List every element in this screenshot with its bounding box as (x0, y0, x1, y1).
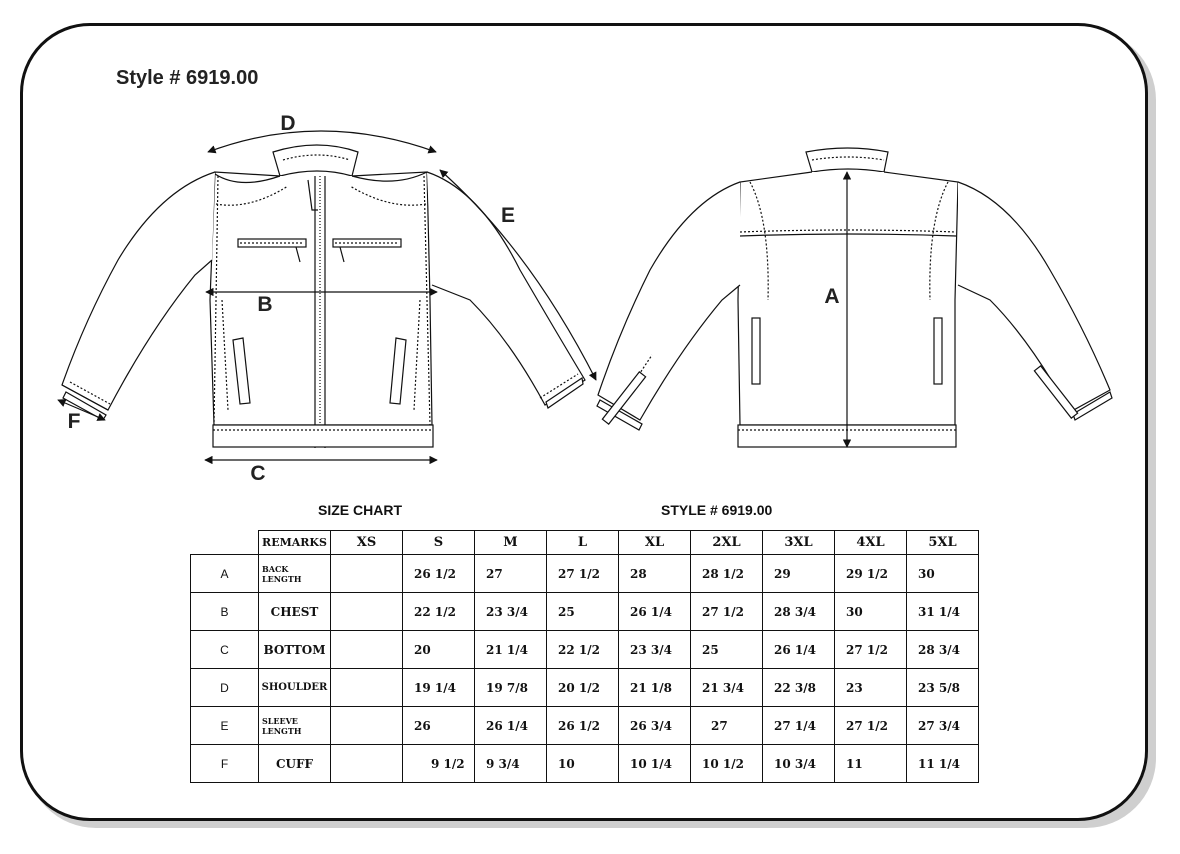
label-e: E (500, 204, 516, 227)
row-remark: CHEST (259, 593, 331, 631)
size-value: 26 1/2 (547, 707, 619, 745)
size-value (331, 593, 403, 631)
size-value: 22 3/8 (763, 669, 835, 707)
table-row (191, 631, 979, 669)
row-remark: CUFF (259, 745, 331, 783)
size-value: 26 1/4 (763, 631, 835, 669)
size-value: 31 1/4 (907, 593, 979, 631)
size-value: 30 (835, 593, 907, 631)
jacket-front-view (62, 145, 585, 448)
row-remark: BACK LENGTH (259, 555, 331, 593)
size-value: 28 (619, 555, 691, 593)
row-code: D (191, 669, 259, 707)
row-remark: SLEEVE LENGTH (259, 707, 331, 745)
table-row (191, 745, 979, 783)
size-value: 27 1/4 (763, 707, 835, 745)
size-value: 26 3/4 (619, 707, 691, 745)
size-value: 25 (691, 631, 763, 669)
size-value: 29 (763, 555, 835, 593)
size-value: 21 1/4 (475, 631, 547, 669)
size-value: 11 (835, 745, 907, 783)
size-value: 22 1/2 (547, 631, 619, 669)
size-value: 28 3/4 (907, 631, 979, 669)
size-value: 30 (907, 555, 979, 593)
table-row (191, 669, 979, 707)
table-row (191, 555, 979, 593)
row-code: A (191, 555, 259, 593)
table-row (191, 707, 979, 745)
label-a: A (824, 285, 840, 308)
size-value: 10 (547, 745, 619, 783)
size-value: 20 (403, 631, 475, 669)
label-c: C (250, 462, 266, 485)
size-value: 10 1/4 (619, 745, 691, 783)
size-value: 23 3/4 (619, 631, 691, 669)
row-code: F (191, 745, 259, 783)
size-chart-style: STYLE # 6919.00 (661, 502, 773, 518)
size-value: 23 3/4 (475, 593, 547, 631)
size-value: 26 (403, 707, 475, 745)
size-value: 21 3/4 (691, 669, 763, 707)
table-header-row (191, 531, 979, 555)
size-header: L (547, 531, 619, 555)
size-value: 10 3/4 (763, 745, 835, 783)
size-value: 29 1/2 (835, 555, 907, 593)
jacket-back-view (597, 148, 1112, 447)
size-value: 27 1/2 (835, 631, 907, 669)
size-value (331, 555, 403, 593)
size-value: 22 1/2 (403, 593, 475, 631)
size-header: M (475, 531, 547, 555)
size-header: 5XL (907, 531, 979, 555)
size-value: 11 1/4 (907, 745, 979, 783)
label-d: D (280, 112, 296, 135)
size-value: 23 (835, 669, 907, 707)
size-value: 19 7/8 (475, 669, 547, 707)
size-value: 10 1/2 (691, 745, 763, 783)
size-value: 27 3/4 (907, 707, 979, 745)
size-header: S (403, 531, 475, 555)
size-value: 26 1/4 (619, 593, 691, 631)
row-code: C (191, 631, 259, 669)
label-b: B (257, 293, 273, 316)
row-code: B (191, 593, 259, 631)
size-value: 26 1/4 (475, 707, 547, 745)
label-f: F (67, 410, 81, 433)
remarks-header: REMARKS (259, 531, 331, 555)
size-value: 28 1/2 (691, 555, 763, 593)
size-header: 2XL (691, 531, 763, 555)
size-value (331, 669, 403, 707)
size-value (331, 631, 403, 669)
size-value: 9 3/4 (475, 745, 547, 783)
size-value: 20 1/2 (547, 669, 619, 707)
size-chart-title: SIZE CHART (318, 502, 402, 518)
size-value: 25 (547, 593, 619, 631)
row-code: E (191, 707, 259, 745)
size-value (331, 745, 403, 783)
size-chart-table (190, 530, 979, 783)
row-remark: BOTTOM (259, 631, 331, 669)
size-value: 21 1/8 (619, 669, 691, 707)
size-value: 27 1/2 (835, 707, 907, 745)
size-header: XS (331, 531, 403, 555)
size-value: 27 1/2 (547, 555, 619, 593)
size-header: XL (619, 531, 691, 555)
size-value: 23 5/8 (907, 669, 979, 707)
size-value: 9 1/2 (403, 745, 475, 783)
size-value: 27 1/2 (691, 593, 763, 631)
row-remark: SHOULDER (259, 669, 331, 707)
size-value: 28 3/4 (763, 593, 835, 631)
table-row (191, 593, 979, 631)
size-value: 19 1/4 (403, 669, 475, 707)
size-value: 27 (475, 555, 547, 593)
style-number-title: Style # 6919.00 (116, 67, 259, 89)
size-value: 26 1/2 (403, 555, 475, 593)
size-value: 27 (691, 707, 763, 745)
size-value (331, 707, 403, 745)
size-header: 3XL (763, 531, 835, 555)
size-header: 4XL (835, 531, 907, 555)
